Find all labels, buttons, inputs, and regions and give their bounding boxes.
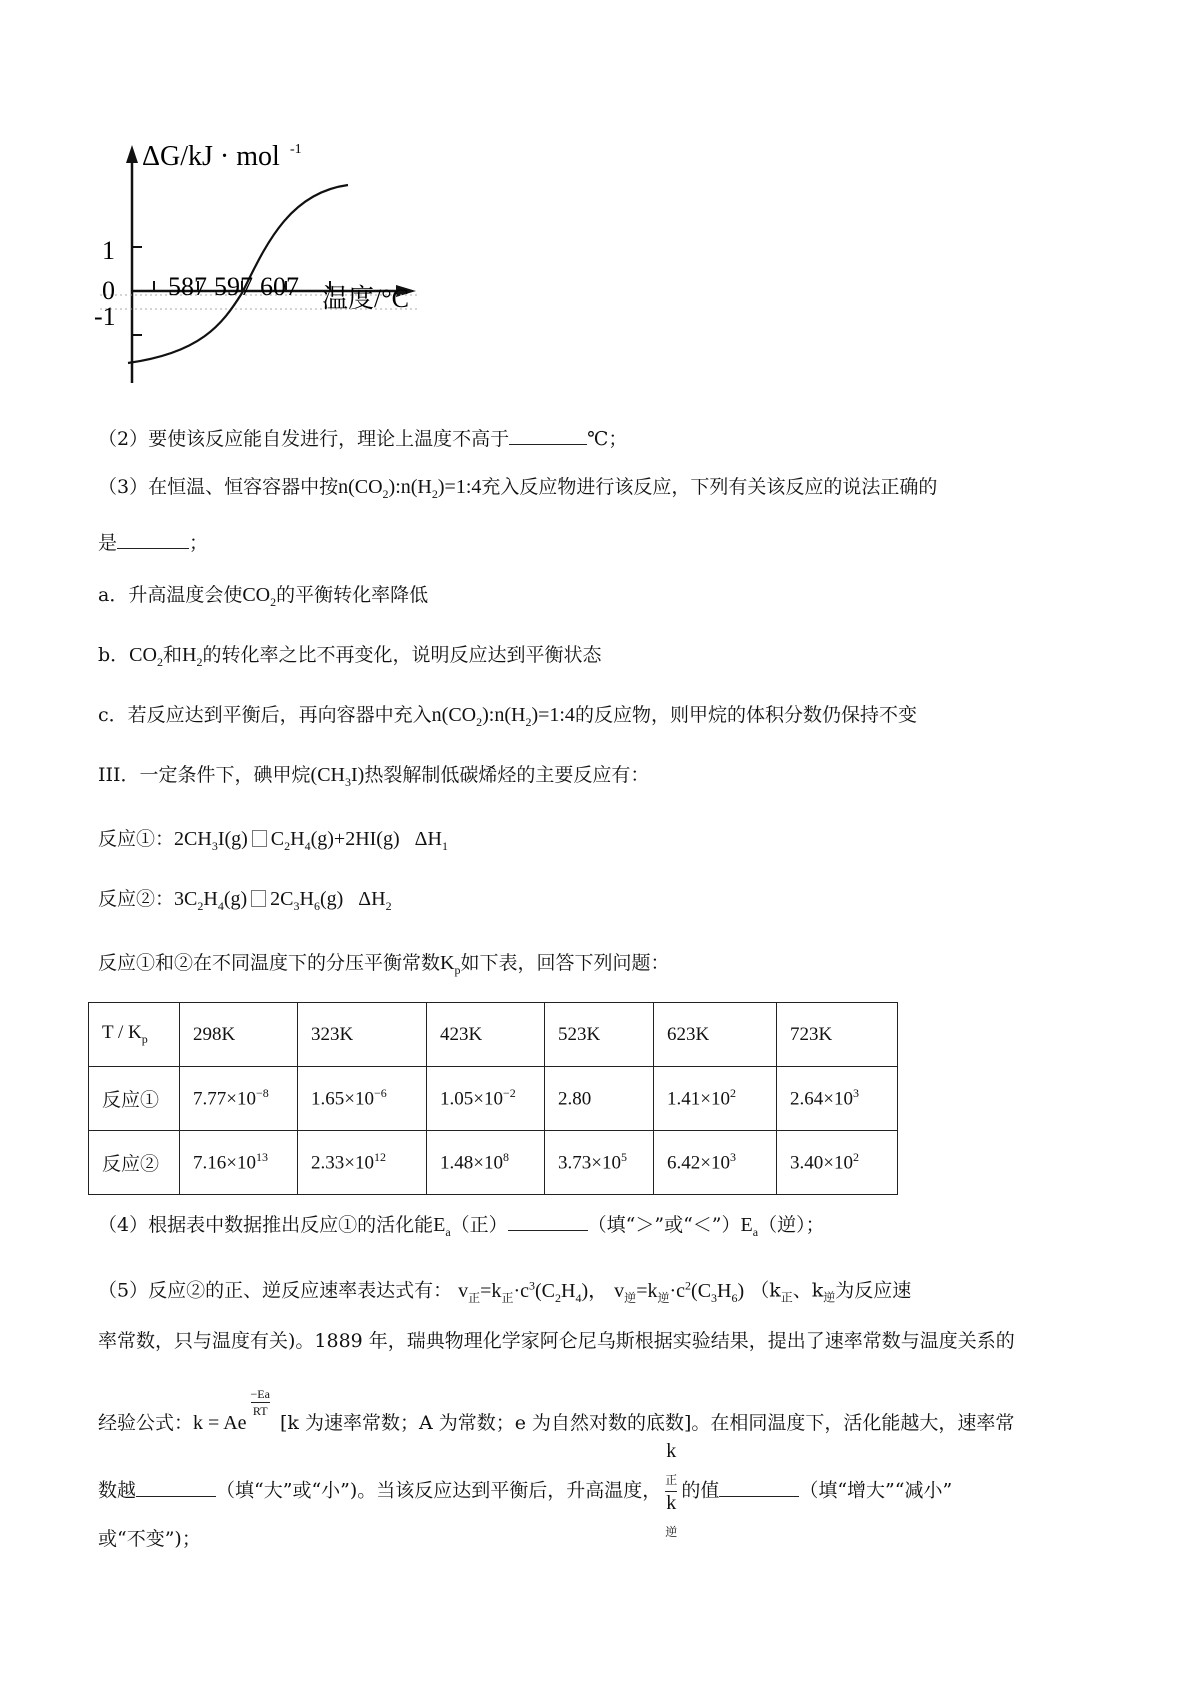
question-3-line2 [98, 528, 208, 558]
cell-exp: 3 [852, 1086, 859, 1101]
y-tick-neg1: -1 [94, 302, 116, 331]
answer-blank [136, 1478, 216, 1497]
kp-table [88, 1002, 898, 1195]
opt-a-formula: $CO_2$ [242, 584, 277, 609]
cell-exp: 12 [373, 1150, 386, 1165]
cell-exp: 5 [620, 1150, 627, 1165]
table-cell [298, 1131, 427, 1195]
frac-den [665, 1492, 677, 1543]
opt-b-text-b: 的转化率之比不再变化，说明反应达到平衡状态 [202, 644, 602, 666]
table-cell [777, 1067, 898, 1131]
r1-right2: H [290, 828, 305, 850]
part3-text-b: 热裂解制低碳烯烃的主要反应有： [364, 764, 650, 786]
cell-exp: 8 [502, 1150, 509, 1165]
x-axis-label: 温度/°C [322, 284, 409, 313]
r1-right3: (g)+2HI(g) [310, 828, 400, 850]
r1-right1: C [270, 828, 285, 850]
rate2-d: (C [691, 1279, 712, 1302]
q4-e: E [433, 1214, 446, 1236]
arrhenius-exponent [251, 1386, 270, 1419]
opt-c-text-b: 的反应物，则甲烷的体积分数仍保持不变 [574, 704, 917, 726]
frac-num [665, 1440, 677, 1492]
q5-line3b: [k 为速率常数；A 为常数；e 为自然对数的底数]。在相同温度下，活化能越大，速率常 [280, 1412, 1015, 1434]
q3-f1: n(CO [338, 476, 383, 498]
rate2-sub: 逆 [624, 1290, 637, 1305]
cell-mantissa: 1.65×10 [311, 1088, 374, 1110]
rate1-d: (C [535, 1279, 555, 1302]
cell-exp: 13 [255, 1150, 268, 1165]
table-cell [427, 1131, 545, 1195]
part3-i: I) [350, 764, 365, 786]
opt-b-text: b． [98, 644, 130, 666]
q4-e2: E [740, 1214, 753, 1236]
table-corner [89, 1003, 180, 1067]
r2-dh: ΔH [358, 888, 386, 910]
opt-b-co2: $CO_2$ [129, 644, 163, 669]
q3-f3: )=1:4 [437, 476, 482, 498]
q5-text-b: （k [750, 1279, 781, 1302]
table-cell [654, 1067, 777, 1131]
q4-text-d: （逆）； [758, 1214, 825, 1236]
corner-text: T / K [102, 1022, 142, 1044]
r1-label: 反应①： [98, 828, 175, 850]
frac-num-sub: 正 [665, 1473, 678, 1487]
rate2-ksub: 逆 [657, 1290, 670, 1305]
option-c [98, 700, 917, 737]
cell-exp: −6 [373, 1086, 387, 1101]
r1-equation: $2CH_3I(g)$ $C_2H_4(g)+2HI(g)$ $\Delta H_1$ [174, 828, 448, 853]
y-tick-0: 0 [102, 276, 115, 305]
r2-right2: H [299, 888, 314, 910]
rate2-e: H [717, 1279, 732, 1302]
cell-exp: −8 [255, 1086, 269, 1101]
k-ratio-fraction [665, 1440, 677, 1543]
table-cell [427, 1067, 545, 1131]
rate2-k: =k [636, 1279, 658, 1302]
q4-text-c: （填“＞”或“＜”） [587, 1214, 741, 1236]
question-5-line4 [98, 1440, 952, 1543]
question-4 [98, 1210, 825, 1247]
rate2-v: v [614, 1279, 625, 1302]
equilibrium-arrow-icon [252, 830, 267, 847]
answer-blank [117, 530, 189, 549]
q5-line4c: 的值 [681, 1479, 720, 1502]
table-cell [180, 1067, 298, 1131]
cell-mantissa: 7.16×10 [193, 1152, 256, 1174]
question-5-line2 [98, 1326, 1015, 1356]
question-5-line5 [98, 1524, 201, 1554]
part3-formula: $(CH_3I)$ [310, 764, 365, 789]
rate1-f: )， [581, 1279, 609, 1302]
cell-exp: 3 [729, 1150, 736, 1165]
q2-unit: ℃； [587, 428, 628, 450]
x-tick-607: 607 [260, 272, 299, 301]
q5-line3a: 经验公式： [98, 1412, 194, 1434]
r2-label: 反应②： [98, 888, 175, 910]
arrhenius-base: k = Ae [193, 1412, 247, 1434]
opt-a-text-b: 的平衡转化率降低 [276, 584, 429, 606]
table-header-row [89, 1003, 898, 1067]
table-cell [298, 1067, 427, 1131]
cell-mantissa: 7.77×10 [193, 1088, 256, 1110]
cell-exp: −2 [502, 1086, 516, 1101]
opt-b-and: 和 [162, 644, 182, 666]
cell-mantissa: 6.42×10 [667, 1152, 730, 1174]
q3-f2: ):n(H [388, 476, 432, 498]
cell-mantissa: 3.40×10 [790, 1152, 853, 1174]
r2-left: 3C [174, 888, 198, 910]
r1-left: 2CH [174, 828, 212, 850]
rate1-c: ·c [513, 1279, 529, 1302]
part3-text: III．一定条件下，碘甲烷 [98, 764, 311, 786]
rate1-e: H [561, 1279, 576, 1302]
table-intro-kp: $K_p$ [440, 952, 461, 977]
reaction-1 [98, 824, 448, 861]
table-cell [545, 1131, 654, 1195]
opt-c-f2: ):n(H [482, 704, 526, 726]
cell-exp: 2 [852, 1150, 859, 1165]
q5-line4a: 数越 [98, 1479, 137, 1502]
rate2-c: ·c [669, 1279, 686, 1302]
answer-blank [509, 426, 587, 445]
answer-blank [719, 1478, 799, 1497]
cell-mantissa: 1.41×10 [667, 1088, 730, 1110]
question-5-line3 [98, 1386, 1014, 1438]
opt-c-f1: n(CO [431, 704, 477, 726]
reaction-2 [98, 884, 392, 921]
y-axis-label: ΔG/kJ · mol [142, 141, 280, 172]
rate1-ksub: 正 [501, 1290, 514, 1305]
q5-text-b3: 为反应速 [835, 1279, 912, 1302]
frac-den-sub: 逆 [665, 1525, 678, 1539]
rate1-sub: 正 [468, 1290, 481, 1305]
opt-b-h2-text: H [181, 644, 197, 666]
option-a [98, 580, 428, 617]
opt-c-text: c．若反应达到平衡后，再向容器中充入 [98, 704, 432, 726]
part3-ch3: (CH [310, 764, 345, 786]
rate1-k: =k [480, 1279, 502, 1302]
y-axis-label-sup: -1 [290, 142, 302, 157]
table-intro [98, 948, 669, 985]
r2-left2: H [203, 888, 218, 910]
table-cell [180, 1131, 298, 1195]
row-label: 反应② [89, 1131, 180, 1195]
table-cell [654, 1131, 777, 1195]
rate1-v: v [458, 1279, 469, 1302]
q5-k-sub2: 逆 [823, 1290, 836, 1305]
r1-left2: I(g) [217, 828, 248, 850]
part-3-intro [98, 760, 649, 797]
cell-mantissa: 3.73×10 [558, 1152, 621, 1174]
temp-header: 423K [427, 1003, 545, 1067]
q4-ea2: $E_a$ [740, 1214, 759, 1239]
r2-left3: (g) [223, 888, 248, 910]
r2-right3: (g) [319, 888, 344, 910]
table-intro-b: 如下表，回答下列问题： [460, 952, 670, 974]
q2-text: （2）要使该反应能自发进行，理论上温度不高于 [98, 428, 510, 450]
r1-dh: ΔH [414, 828, 442, 850]
opt-b-co2-text: CO [129, 644, 157, 666]
q5-k-sub1: 正 [780, 1290, 793, 1305]
table-cell [545, 1067, 654, 1131]
r2-equation: $3C_2H_4(g)$ $2C_3H_6(g)$ $\Delta H_2$ [174, 888, 392, 913]
temp-header: 523K [545, 1003, 654, 1067]
delta-g-graph [80, 135, 540, 405]
cell-mantissa: 1.48×10 [440, 1152, 503, 1174]
q5-text-a: （5）反应②的正、逆反应速率表达式有： [98, 1279, 453, 1302]
rate2-f: ) [737, 1279, 745, 1302]
q3-end: ； [189, 532, 209, 554]
exp-num: −Ea [250, 1387, 270, 1401]
temp-header: 723K [777, 1003, 898, 1067]
row-label: 反应① [89, 1067, 180, 1131]
q5-line4b: （填“大”或“小”)。当该反应达到平衡后，升高温度， [216, 1479, 662, 1502]
table-intro-a: 反应①和②在不同温度下的分压平衡常数 [98, 952, 441, 974]
q3-ratio: $n(CO_2):n(H_2)=1:4$ [338, 476, 482, 501]
frac-den-k: k [666, 1492, 677, 1514]
temp-header: 623K [654, 1003, 777, 1067]
table-row [89, 1131, 898, 1195]
temp-header: 323K [298, 1003, 427, 1067]
x-tick-597: 597 [214, 272, 253, 301]
q4-ea1: $E_a$ [433, 1214, 451, 1239]
table-row [89, 1067, 898, 1131]
x-tick-587: 587 [168, 272, 207, 301]
table-cell [777, 1131, 898, 1195]
temp-header: 298K [180, 1003, 298, 1067]
opt-c-f3: )=1:4 [531, 704, 575, 726]
cell-exp: 2 [729, 1086, 736, 1101]
equilibrium-arrow-icon [251, 890, 266, 907]
kp-k: K [440, 952, 455, 974]
r2-right1: 2C [270, 888, 294, 910]
opt-a-co2: CO [242, 584, 271, 606]
arrhenius-formula [193, 1387, 274, 1434]
rate-forward: $v_正=k_正\cdot c^3(C_2H_4)$， [458, 1278, 609, 1305]
rate-reverse: $v_逆=k_逆\cdot c^2(C_3H_6)$ [614, 1278, 745, 1305]
cell-mantissa: 1.05×10 [440, 1088, 503, 1110]
frac-num-k: k [666, 1440, 677, 1462]
cell-mantissa: 2.33×10 [311, 1152, 374, 1174]
exp-den: RT [252, 1404, 268, 1418]
q5-line4d: （填“增大”“减小” [799, 1479, 953, 1502]
question-2 [98, 424, 627, 454]
question-3 [98, 472, 937, 509]
opt-a-text: a．升高温度会使 [98, 584, 243, 606]
q3-text-b: 充入反应物进行该反应，下列有关该反应的说法正确的 [481, 476, 938, 498]
y-tick-1: 1 [102, 236, 115, 265]
opt-b-h2: $H_2$ [181, 644, 203, 669]
cell-mantissa: 2.80 [558, 1088, 592, 1110]
answer-blank [508, 1212, 588, 1231]
q4-text-a: （4）根据表中数据推出反应①的活化能 [98, 1214, 434, 1236]
q5-text-b2: 、k [792, 1279, 824, 1302]
corner-sub: p [141, 1031, 148, 1046]
option-b [98, 640, 601, 677]
question-5 [98, 1270, 911, 1313]
q3-text-c: 是 [98, 532, 118, 554]
cell-mantissa: 2.64×10 [790, 1088, 853, 1110]
q5-line2: 率常数，只与温度有关)。1889 年，瑞典物理化学家阿仑尼乌斯根据实验结果，提出了速率常数与温度关系的 [98, 1330, 1015, 1352]
opt-c-ratio: $n(CO_2):n(H_2)=1:4$ [431, 704, 575, 729]
q4-text-b: （正） [450, 1214, 508, 1236]
q3-text-a: （3）在恒温、恒容容器中按 [98, 476, 339, 498]
q5-line5: 或“不变”)； [98, 1528, 201, 1550]
